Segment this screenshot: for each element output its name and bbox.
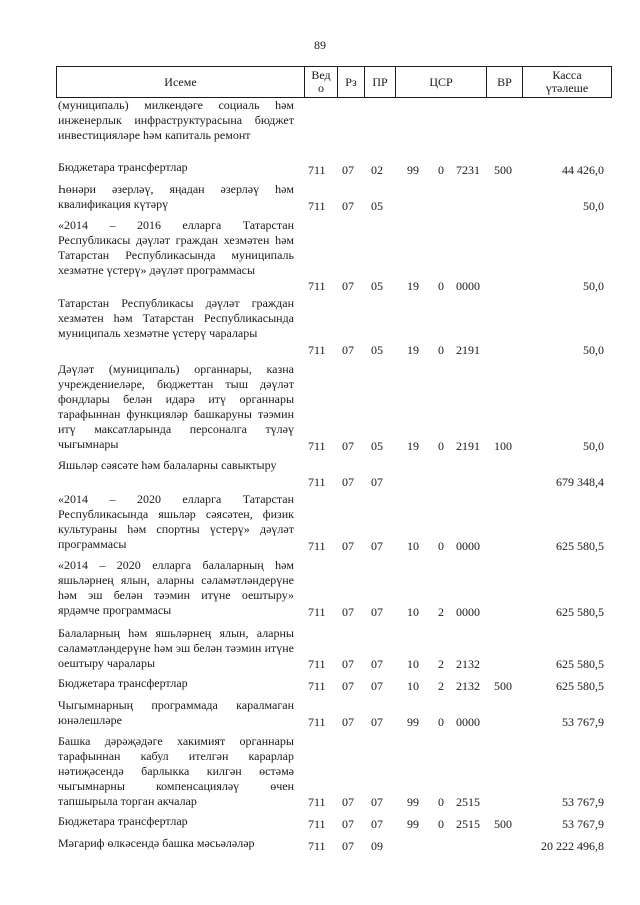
cell-kassa: 20 222 496,8 <box>541 839 604 853</box>
cell-rz: 07 <box>342 839 354 853</box>
cell-csr-item: 0000 <box>456 715 480 729</box>
row-name: Чыгымнарның программада каралмаган юнәлешләре <box>58 698 294 727</box>
cell-csr-program: 99 <box>407 163 419 177</box>
cell-pr: 05 <box>371 343 383 357</box>
cell-kassa: 44 426,0 <box>562 163 604 177</box>
cell-vr: 100 <box>494 439 512 453</box>
table-row <box>56 296 612 358</box>
cell-csr-subprogram: 2 <box>438 605 444 619</box>
row-name: Бюджетара трансфертлар <box>58 676 188 690</box>
cell-vedo: 711 <box>308 839 326 853</box>
cell-pr: 05 <box>371 439 383 453</box>
cell-csr-program: 10 <box>407 605 419 619</box>
row-name: «2014 – 2016 елларга Татарстан Республикасы дәүләт граждан хезмәтен һәм Татарстан Республикасында муниципаль хезмәтне үстерү» дәүләт программасы <box>58 218 294 277</box>
table-row <box>56 98 612 158</box>
table-row <box>56 836 612 854</box>
cell-pr: 07 <box>371 795 383 809</box>
cell-kassa: 53 767,9 <box>562 817 604 831</box>
row-name: Татарстан Республикасы дәүләт граждан хезмәтен һәм Татарстан Республикасында муниципаль хезмәтне үстерү чаралары <box>58 296 294 340</box>
cell-kassa: 679 348,4 <box>556 475 604 489</box>
cell-csr-program: 99 <box>407 795 419 809</box>
table-row <box>56 558 612 620</box>
cell-pr: 09 <box>371 839 383 853</box>
row-name: Бюджетара трансфертлар <box>58 160 188 174</box>
cell-csr-program: 19 <box>407 343 419 357</box>
cell-rz: 07 <box>342 715 354 729</box>
row-name: Дәүләт (муниципаль) органнары, казна учреждениеләре, бюджеттан тыш дәүләт фондлары белән идарә итү органнары тарафыннан функцияләр башкаруны тәэмин итү максатларында персоналга түләү чыгымнары <box>58 362 294 451</box>
cell-csr-subprogram: 0 <box>438 795 444 809</box>
cell-kassa: 50,0 <box>583 439 604 453</box>
cell-kassa: 50,0 <box>583 279 604 293</box>
cell-kassa: 53 767,9 <box>562 795 604 809</box>
cell-vedo: 711 <box>308 679 326 693</box>
header-vedo <box>305 67 338 97</box>
cell-vedo: 711 <box>308 605 326 619</box>
cell-csr-item: 2191 <box>456 439 480 453</box>
cell-csr-item: 0000 <box>456 279 480 293</box>
cell-csr-item: 7231 <box>456 163 480 177</box>
cell-csr-item: 2132 <box>456 657 480 671</box>
cell-csr-subprogram: 2 <box>438 657 444 671</box>
cell-kassa: 50,0 <box>583 199 604 213</box>
header-pr: ПР <box>365 67 396 97</box>
cell-csr-item: 2191 <box>456 343 480 357</box>
row-name: Балаларның һәм яшьләрнең ялын, аларны сәламәтләндерүне һәм эш белән тәэмин итүне оештыру чаралары <box>58 626 294 670</box>
cell-csr-item: 2515 <box>456 795 480 809</box>
cell-vedo: 711 <box>308 343 326 357</box>
cell-rz: 07 <box>342 605 354 619</box>
cell-vedo: 711 <box>308 657 326 671</box>
cell-vedo: 711 <box>308 817 326 831</box>
cell-pr: 07 <box>371 605 383 619</box>
cell-pr: 05 <box>371 279 383 293</box>
cell-csr-item: 0000 <box>456 539 480 553</box>
cell-csr-subprogram: 0 <box>438 539 444 553</box>
cell-rz: 07 <box>342 163 354 177</box>
header-csr: ЦСР <box>396 67 487 97</box>
header-vedo-label: Ведо <box>311 68 331 95</box>
table-row <box>56 626 612 672</box>
table-header <box>56 66 612 98</box>
row-name: Башка дәрәҗәдәге хакимият органнары тарафыннан кабул ителгән карарлар нәтиҗәсендә барлыкка килгән өстәмә чыгымнарны компенсацияләү өчен тапшырыла торган акчалар <box>58 734 294 808</box>
cell-csr-subprogram: 0 <box>438 279 444 293</box>
header-kassa <box>523 67 611 97</box>
cell-csr-subprogram: 0 <box>438 817 444 831</box>
cell-kassa: 625 580,5 <box>556 605 604 619</box>
cell-pr: 07 <box>371 539 383 553</box>
row-name: «2014 – 2020 елларга балаларның һәм яшьләрнең ялын, аларны сәламәтләндерүне һәм эш белән тәэмин итүне оештыру» ярдәмче программасы <box>58 558 294 617</box>
table-row <box>56 218 612 294</box>
cell-vedo: 711 <box>308 715 326 729</box>
cell-pr: 02 <box>371 163 383 177</box>
table-row <box>56 182 612 214</box>
cell-csr-program: 10 <box>407 657 419 671</box>
cell-pr: 07 <box>371 475 383 489</box>
cell-pr: 07 <box>371 657 383 671</box>
table-row <box>56 698 612 730</box>
cell-vedo: 711 <box>308 279 326 293</box>
table-row <box>56 814 612 832</box>
cell-vr: 500 <box>494 679 512 693</box>
cell-csr-subprogram: 2 <box>438 679 444 693</box>
row-name: (муниципаль) милкендәге социаль һәм инженерлык инфраструктурасына бюджет инвестицияләре һәм капиталь ремонт <box>58 98 294 142</box>
header-name: Исеме <box>57 67 305 97</box>
row-name: Мәгариф өлкәсендә башка мәсьәләләр <box>58 836 255 850</box>
cell-csr-subprogram: 0 <box>438 439 444 453</box>
table-row <box>56 458 612 490</box>
cell-kassa: 50,0 <box>583 343 604 357</box>
cell-csr-program: 99 <box>407 715 419 729</box>
header-vr: ВР <box>487 67 523 97</box>
cell-csr-subprogram: 0 <box>438 163 444 177</box>
cell-vedo: 711 <box>308 199 326 213</box>
table-row <box>56 676 612 694</box>
cell-vedo: 711 <box>308 439 326 453</box>
cell-rz: 07 <box>342 679 354 693</box>
cell-vedo: 711 <box>308 163 326 177</box>
header-kassa-label: Касса үтәлеше <box>545 68 589 95</box>
cell-pr: 05 <box>371 199 383 213</box>
cell-csr-program: 10 <box>407 539 419 553</box>
cell-vedo: 711 <box>308 795 326 809</box>
cell-csr-subprogram: 0 <box>438 343 444 357</box>
cell-csr-item: 2132 <box>456 679 480 693</box>
cell-vr: 500 <box>494 163 512 177</box>
cell-vedo: 711 <box>308 475 326 489</box>
budget-table <box>56 66 612 900</box>
cell-rz: 07 <box>342 539 354 553</box>
table-row <box>56 160 612 178</box>
cell-csr-program: 19 <box>407 279 419 293</box>
cell-csr-program: 99 <box>407 817 419 831</box>
cell-rz: 07 <box>342 343 354 357</box>
cell-vedo: 711 <box>308 539 326 553</box>
cell-rz: 07 <box>342 475 354 489</box>
table-row <box>56 734 612 810</box>
cell-pr: 07 <box>371 679 383 693</box>
cell-csr-item: 0000 <box>456 605 480 619</box>
cell-rz: 07 <box>342 657 354 671</box>
cell-pr: 07 <box>371 715 383 729</box>
cell-kassa: 625 580,5 <box>556 679 604 693</box>
cell-vr: 500 <box>494 817 512 831</box>
cell-rz: 07 <box>342 279 354 293</box>
row-name: Һөнәри әзерләү, яңадан әзерләү һәм квалификация күтәрү <box>58 182 294 211</box>
table-row <box>56 362 612 454</box>
cell-rz: 07 <box>342 795 354 809</box>
row-name: «2014 – 2020 елларга Татарстан Республикасында яшьләр сәясәтен, физик культураны һәм спортны үстерү» дәүләт программасы <box>58 492 294 551</box>
cell-kassa: 53 767,9 <box>562 715 604 729</box>
row-name: Бюджетара трансфертлар <box>58 814 188 828</box>
page-number: 89 <box>314 38 326 52</box>
header-rz: Рз <box>338 67 365 97</box>
cell-csr-program: 10 <box>407 679 419 693</box>
cell-csr-program: 19 <box>407 439 419 453</box>
cell-rz: 07 <box>342 817 354 831</box>
row-name: Яшьләр сәясәте һәм балаларны савыктыру <box>58 458 277 472</box>
cell-kassa: 625 580,5 <box>556 657 604 671</box>
cell-csr-subprogram: 0 <box>438 715 444 729</box>
cell-rz: 07 <box>342 199 354 213</box>
cell-rz: 07 <box>342 439 354 453</box>
table-row <box>56 492 612 554</box>
cell-pr: 07 <box>371 817 383 831</box>
cell-csr-item: 2515 <box>456 817 480 831</box>
cell-kassa: 625 580,5 <box>556 539 604 553</box>
